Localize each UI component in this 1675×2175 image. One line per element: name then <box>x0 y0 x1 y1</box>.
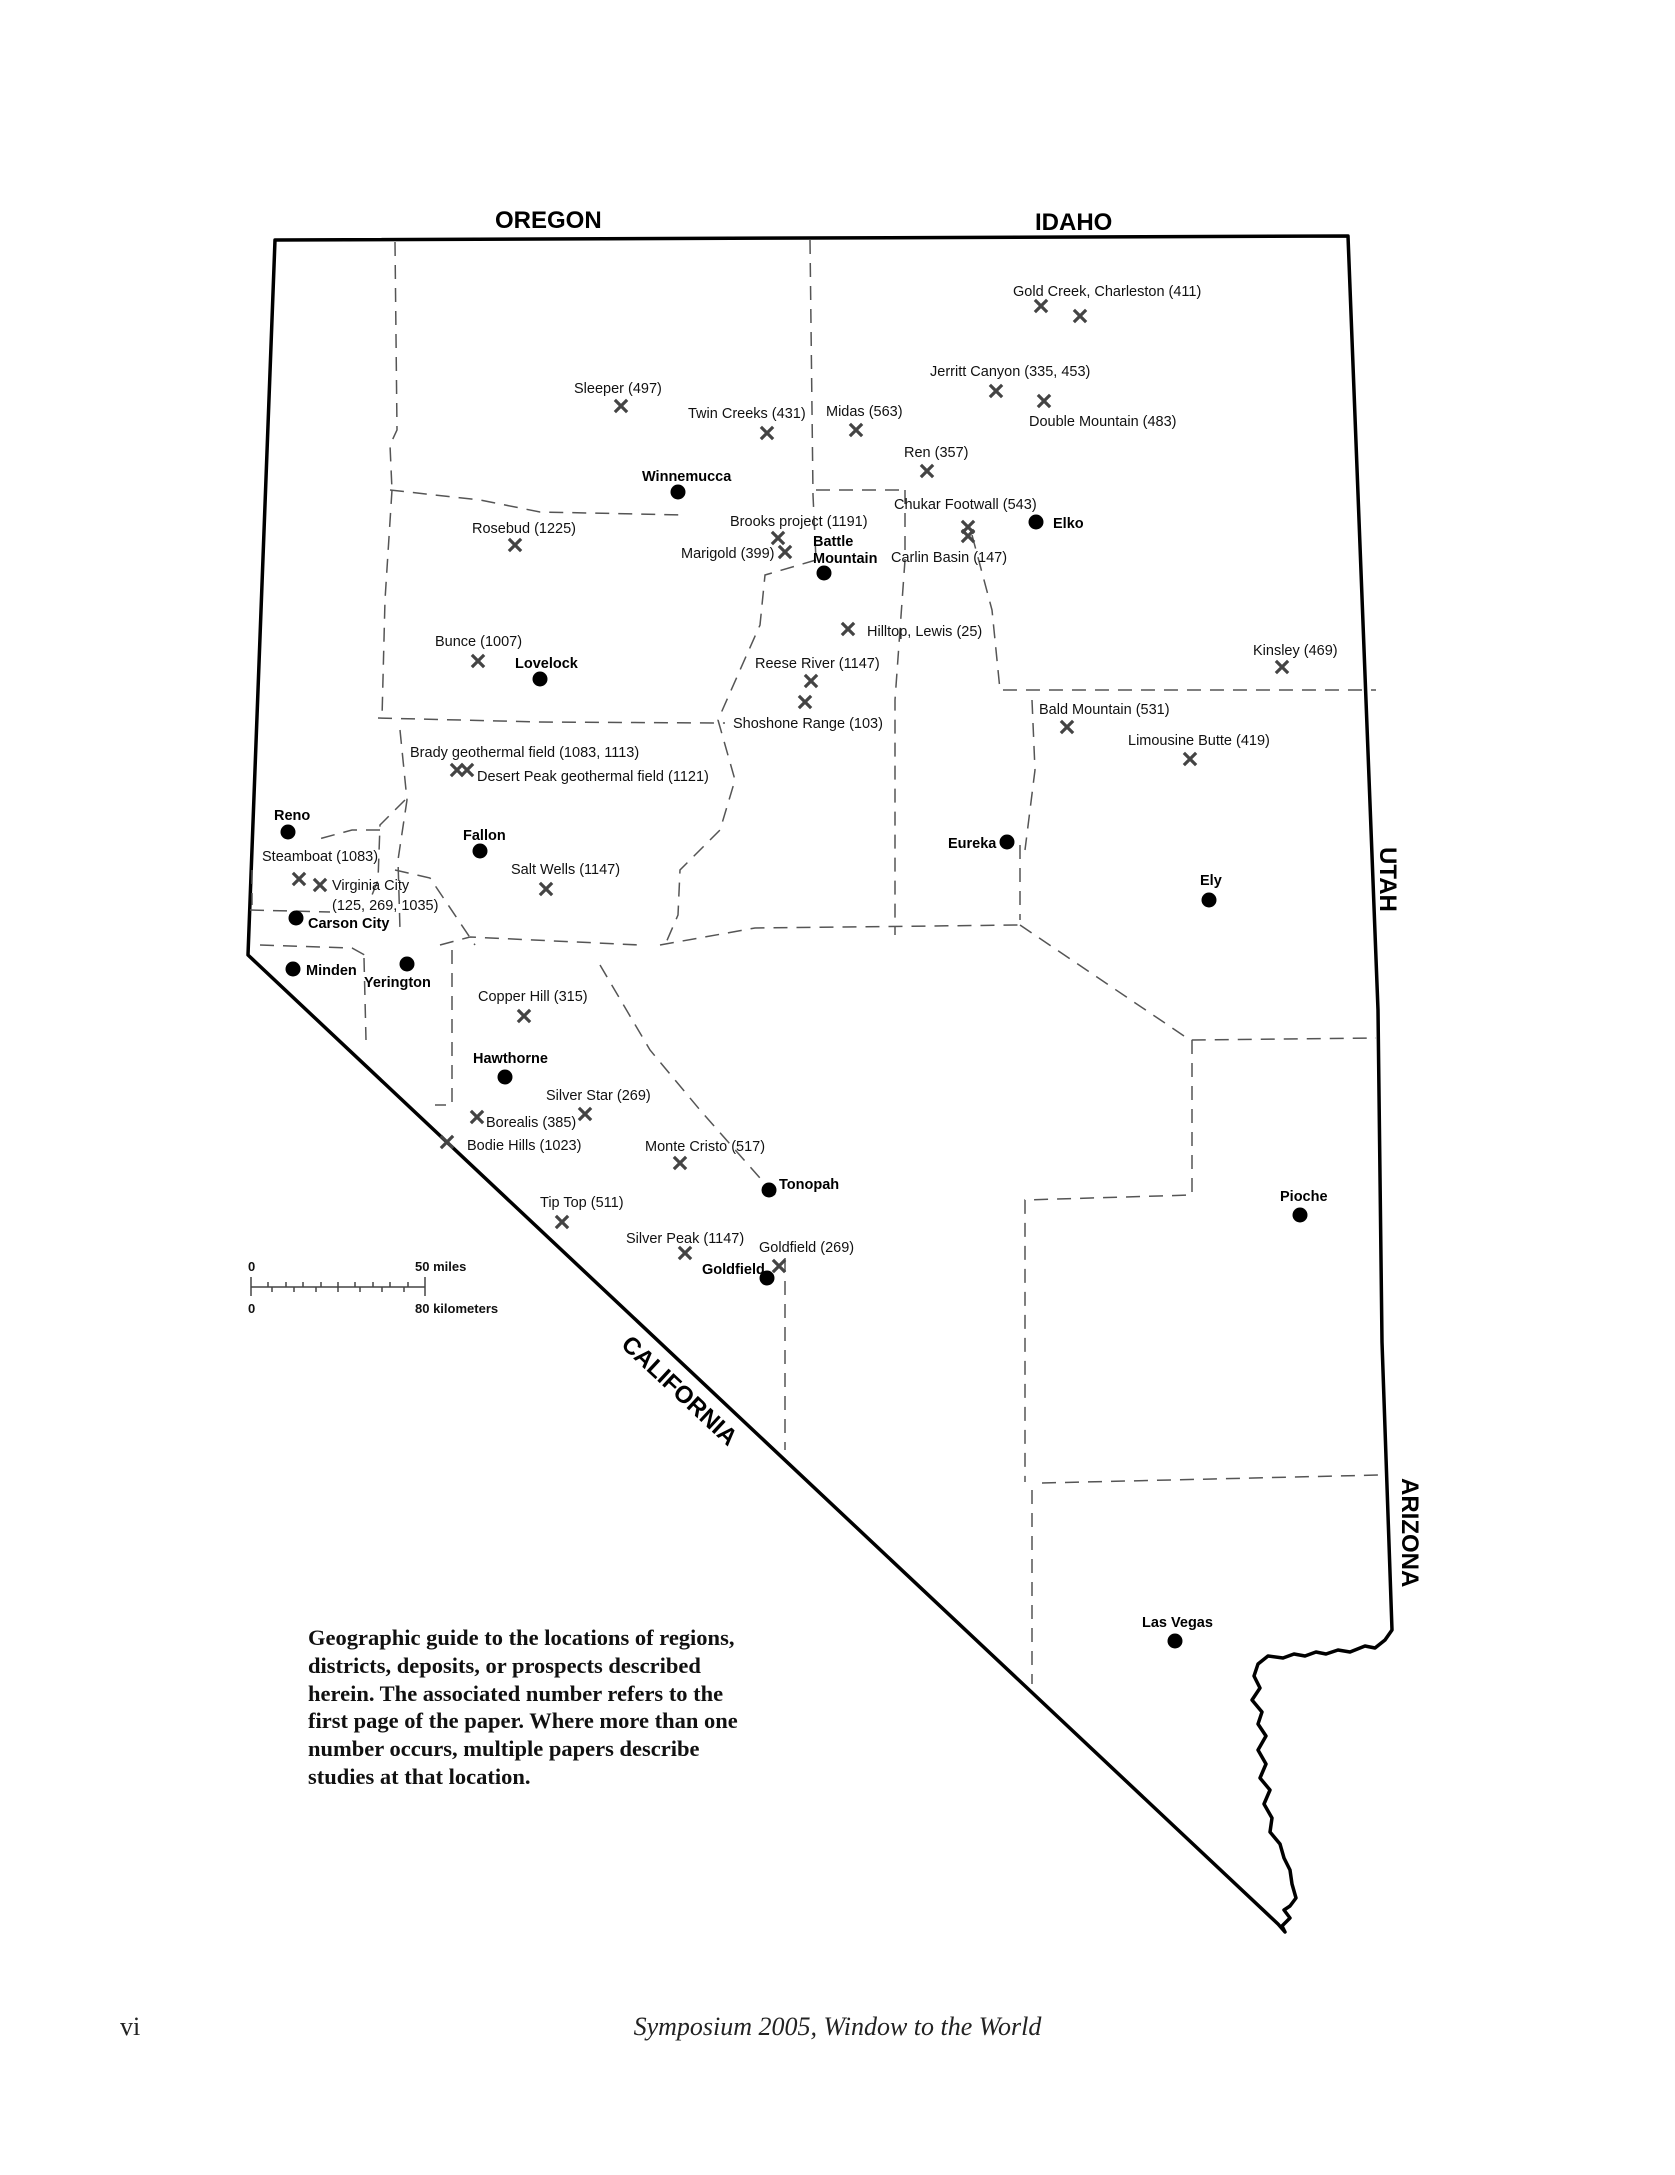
town-dot <box>281 825 296 840</box>
running-footer-title: Symposium 2005, Window to the World <box>633 2012 1042 2041</box>
site-label: Brady geothermal field (1083, 1113) <box>410 745 640 761</box>
site-label: Rosebud (1225) <box>472 521 576 537</box>
town-label: Lovelock <box>515 656 578 672</box>
town-dot <box>1293 1208 1308 1223</box>
county-line <box>364 958 366 1040</box>
site-label: Monte Cristo (517) <box>645 1139 766 1155</box>
site-label: Tip Top (511) <box>540 1195 624 1211</box>
town-label: Winnemucca <box>642 469 732 485</box>
town-dot <box>473 844 488 859</box>
town-dot <box>1000 835 1015 850</box>
site-marker-x <box>1036 301 1046 311</box>
town-dot <box>286 962 301 977</box>
page-number: vi <box>120 2012 141 2041</box>
site-label: Kinsley (469) <box>1253 643 1338 659</box>
site-label: Bald Mountain (531) <box>1039 702 1170 718</box>
town-label: Ely <box>1200 873 1222 889</box>
town-label: Hawthorne <box>473 1051 548 1067</box>
site-marker-x <box>774 1261 784 1271</box>
utah-label: UTAH <box>1374 847 1401 912</box>
county-line <box>435 950 452 1105</box>
site-label: Hilltop, Lewis (25) <box>867 624 983 640</box>
county-line <box>810 240 816 560</box>
county-line <box>1042 1475 1380 1483</box>
county-line <box>660 925 1020 945</box>
site-marker-x <box>922 466 932 476</box>
town-label: Mountain <box>813 551 878 567</box>
town-dot <box>1168 1634 1183 1649</box>
site-label: Virginia City <box>332 878 410 894</box>
county-line <box>378 718 725 723</box>
site-marker-x <box>616 401 626 411</box>
town-label: Minden <box>306 963 357 979</box>
site-label: Jerritt Canyon (335, 453) <box>930 364 1091 380</box>
site-marker-x <box>843 624 853 634</box>
county-line <box>390 490 685 515</box>
site-label: Ren (357) <box>904 445 969 461</box>
site-marker-x <box>1062 722 1072 732</box>
scale-miles-label: 50 miles <box>415 1259 467 1274</box>
county-line <box>1025 700 1035 850</box>
site-label: Reese River (1147) <box>755 656 880 672</box>
site-label: Brooks project (1191) <box>730 514 868 530</box>
town-dot <box>400 957 415 972</box>
site-marker-x <box>452 765 462 775</box>
site-marker-x <box>442 1137 452 1147</box>
site-marker-x <box>580 1109 590 1119</box>
site-marker-x <box>557 1217 567 1227</box>
town-dot <box>498 1070 513 1085</box>
site-marker-x <box>800 697 810 707</box>
county-line <box>382 490 392 718</box>
site-marker-x <box>675 1158 685 1168</box>
town-label: Goldfield <box>702 1262 765 1278</box>
site-marker-x <box>1185 754 1195 764</box>
county-line <box>250 910 330 912</box>
site-label: Silver Star (269) <box>546 1088 651 1104</box>
site-marker-x <box>541 884 551 894</box>
site-label: Goldfield (269) <box>759 1240 855 1256</box>
county-boundaries <box>250 240 1380 1684</box>
california-label: CALIFORNIA <box>615 1330 743 1452</box>
scale-km-label: 80 kilometers <box>415 1301 499 1316</box>
map-caption: Geographic guide to the locations of regions, districts, deposits, or prospects described herein. The associated number refers to the first page of the paper. Where more than one number occurs, multiple papers describe studies at that location. <box>308 1625 738 1789</box>
town-label: Las Vegas <box>1142 1615 1213 1631</box>
site-markers <box>294 301 1287 1271</box>
site-label: Borealis (385) <box>486 1115 577 1131</box>
town-label: Eureka <box>948 836 997 852</box>
site-label: Twin Creeks (431) <box>688 406 806 422</box>
site-label: Carlin Basin (147) <box>891 550 1008 566</box>
site-marker-x <box>519 1011 529 1021</box>
site-marker-x <box>1039 396 1049 406</box>
site-marker-x <box>851 425 861 435</box>
site-marker-x <box>762 428 772 438</box>
site-marker-x <box>1277 662 1287 672</box>
site-label: Bodie Hills (1023) <box>467 1138 582 1154</box>
idaho-label: IDAHO <box>1035 209 1113 236</box>
scale-bar <box>248 1259 498 1316</box>
town-label: Yerington <box>364 975 431 991</box>
town-dot <box>533 672 548 687</box>
site-label: Chukar Footwall (543) <box>894 497 1037 513</box>
site-marker-x <box>991 386 1001 396</box>
oregon-label: OREGON <box>495 207 602 234</box>
site-marker-x <box>473 656 483 666</box>
site-marker-x <box>472 1112 482 1122</box>
site-marker-x <box>1075 311 1085 321</box>
county-line <box>1025 1040 1192 1482</box>
town-label: Pioche <box>1280 1189 1328 1205</box>
town-label: Fallon <box>463 828 506 844</box>
site-label: Sleeper (497) <box>574 381 662 397</box>
site-label: Midas (563) <box>826 404 903 420</box>
site-marker-x <box>294 874 304 884</box>
town-label: Battle <box>813 534 854 550</box>
site-label: Double Mountain (483) <box>1029 414 1177 430</box>
town-label: Elko <box>1053 516 1084 532</box>
county-line <box>665 560 816 945</box>
county-line <box>600 965 775 1195</box>
site-label: Steamboat (1083) <box>262 849 379 865</box>
scale-zero-km: 0 <box>248 1301 256 1316</box>
site-marker-x <box>680 1248 690 1258</box>
site-label: Limousine Butte (419) <box>1128 733 1270 749</box>
county-line <box>390 242 397 490</box>
town-dot <box>671 485 686 500</box>
county-line <box>315 830 380 840</box>
county-line <box>972 535 1376 690</box>
site-label: (125, 269, 1035) <box>332 898 439 914</box>
site-label: Copper Hill (315) <box>478 989 588 1005</box>
site-marker-x <box>510 540 520 550</box>
county-line <box>260 945 370 958</box>
town-dot <box>1202 893 1217 908</box>
site-marker-x <box>780 547 790 557</box>
town-dot <box>817 566 832 581</box>
site-label: Shoshone Range (103) <box>733 716 883 732</box>
site-marker-x <box>315 880 325 890</box>
site-label: Gold Creek, Charleston (411) <box>1013 284 1202 300</box>
site-label: Bunce (1007) <box>435 634 523 650</box>
arizona-label: ARIZONA <box>1396 1478 1423 1588</box>
scale-zero-miles: 0 <box>248 1259 256 1274</box>
site-labels <box>262 284 1338 1256</box>
town-label: Reno <box>274 808 311 824</box>
site-label: Desert Peak geothermal field (1121) <box>477 769 709 785</box>
town-label: Carson City <box>308 916 390 932</box>
town-labels <box>274 469 1328 1631</box>
site-marker-x <box>462 765 472 775</box>
county-line <box>440 937 640 945</box>
site-label: Salt Wells (1147) <box>511 862 621 878</box>
town-dot <box>762 1183 777 1198</box>
county-line <box>1020 925 1376 1040</box>
site-marker-x <box>773 533 783 543</box>
site-label: Silver Peak (1147) <box>626 1231 745 1247</box>
site-label: Marigold (399) <box>681 546 775 562</box>
town-label: Tonopah <box>779 1177 840 1193</box>
site-marker-x <box>806 676 816 686</box>
town-dot <box>1029 515 1044 530</box>
town-dot <box>289 911 304 926</box>
